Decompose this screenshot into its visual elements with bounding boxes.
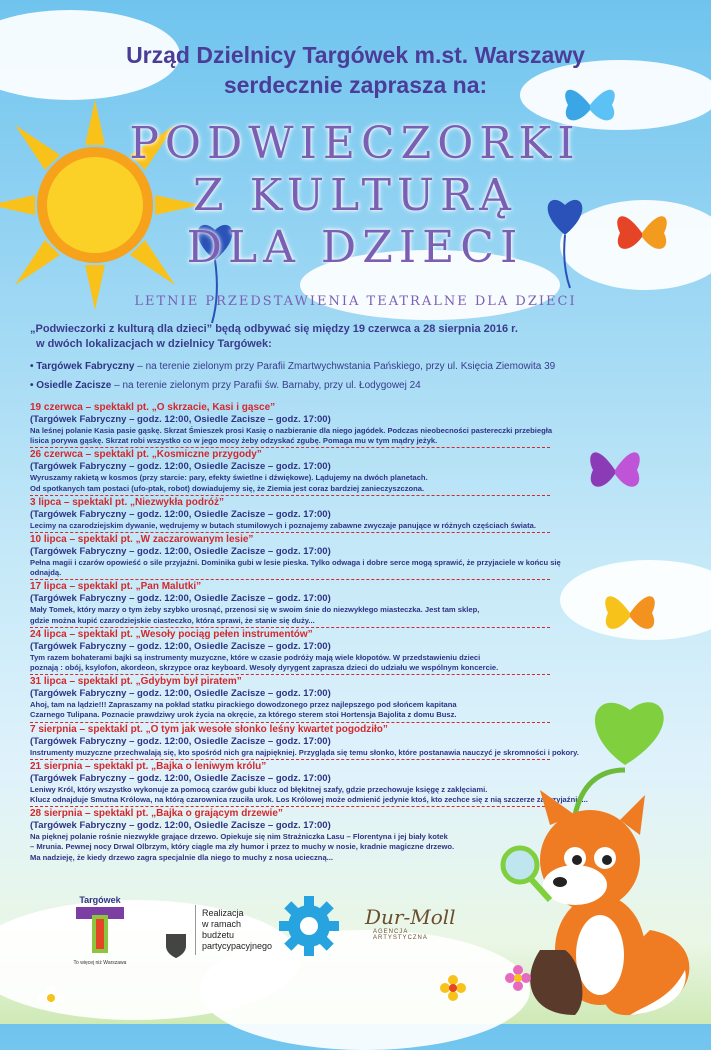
title-line3: DLA DZIECI (186, 222, 524, 273)
divider (30, 532, 550, 533)
event-title: 10 lipca – spektakl pt. „W zaczarowanym lesie” (30, 534, 254, 546)
butterfly-purple-icon (585, 440, 645, 500)
event-schedule: (Targówek Fabryczny – godz. 12:00, Osiedle Zacisze – godz. 17:00) (30, 546, 331, 558)
event-title: 17 lipca – spektakl pt. „Pan Malutki” (30, 581, 202, 593)
event-desc-line: Ahoj, tam na lądzie!!! Zapraszamy na pokład statku pirackiego dowodzonego przez najlepszego pod słońcem kapitana (30, 700, 457, 710)
divider (30, 579, 550, 580)
event-desc-line: Tym razem bohaterami bajki są instrumenty muzyczne, które w czasie podróży mają wiele kłopotów. W przedstawieniu dzieci (30, 652, 481, 662)
event-schedule: (Targówek Fabryczny – godz. 12:00, Osiedle Zacisze – godz. 17:00) (30, 414, 331, 425)
event-desc-line: Instrumenty muzyczne przechwalają się, kto spośród nich gra najpiękniej. Przygląda się temu słonko, które postanawia nauczyć je skromności i pokory. (30, 747, 579, 757)
event-schedule: (Targówek Fabryczny – godz. 12:00, Osiedle Zacisze – godz. 17:00) (30, 688, 331, 700)
event-item (30, 724, 590, 758)
event-desc-line: Ma nadzieję, że kiedy drzewo zagra specjalnie dla niego to muchy z nosa ucieczną... (30, 852, 333, 862)
event-schedule: (Targówek Fabryczny – godz. 12:00, Osiedle Zacisze – godz. 17:00) (30, 735, 331, 747)
butterfly-yellow-icon (600, 585, 660, 640)
event-desc-line: Klucz odnajduje Smutna Królowa, na którą czarownica rzuciła urok. Los Królowej może odmienić jedynie ktoś, kto zechce się z nią szczerze zaprzyjaźnić... (30, 795, 588, 805)
event-desc-line: gdzie można kupić czarodziejskie ciasteczko, która sprawi, że stanie się duży... (30, 615, 315, 625)
targowek-tagline: To więcej niż Warszawa (73, 960, 127, 966)
event-item (30, 402, 590, 446)
event-desc-line: – Mrunia. Pewnej nocy Drwal Olbrzym, który ciągle ma zły humor i przez to muchy w nosie, kradnie magiczne drzewo. (30, 842, 455, 852)
location-2 (30, 380, 680, 391)
header-line1: Urząd Dzielnicy Targówek m.st. Warszawy (126, 42, 585, 68)
event-schedule: (Targówek Fabryczny – godz. 12:00, Osiedle Zacisze – godz. 17:00) (30, 820, 331, 832)
budget-line: Realizacja (202, 908, 244, 918)
event-desc-line: Wyruszamy rakietą w kosmos (przy starcie: pary, efekty świetlne i dźwiękowe). Lądujemy na dwóch planetach. (30, 473, 428, 483)
targowek-logo-text: Targówek (79, 895, 121, 905)
title-line2: Z KULTURĄ (193, 170, 517, 221)
event-desc-line: Lecimy na czarodziejskim dywanie, wędrujemy w butach stumilowych i poznajemy zabawne zwyczaje panujące w różnych częściach świata. (30, 520, 537, 530)
flower-icon (38, 985, 64, 1011)
event-desc-line: poznają : obój, ksylofon, akordeon, skrzypce oraz keyboard. Wesoły dyrygent zaprasza dzieci do udziału we wspólnym koncercie. (30, 663, 499, 673)
butterfly-red-icon (612, 205, 672, 260)
divider-bar (195, 905, 196, 955)
gear-icon (278, 895, 340, 957)
intro-line1: „Podwieczorki z kulturą dla dzieci” będą odbywać się między 19 czerwca a 28 sierpnia 2016 r. (30, 323, 518, 335)
targowek-t-icon (70, 905, 130, 955)
event-desc-line: lisica porywa gąskę. Skrzat robi wszystko co w jego mocy żeby odzyskać zgubę. Pomaga mu w tym mądry jeżyk. (30, 436, 438, 446)
event-schedule: (Targówek Fabryczny – godz. 12:00, Osiedle Zacisze – godz. 17:00) (30, 772, 331, 784)
event-item (30, 449, 590, 493)
event-item (30, 497, 590, 531)
event-item (30, 629, 590, 673)
budget-text (202, 908, 272, 952)
event-schedule: (Targówek Fabryczny – godz. 12:00, Osiedle Zacisze – godz. 17:00) (30, 640, 331, 652)
location-2-name: • Osiedle Zacisze (30, 380, 112, 391)
targowek-logo (70, 895, 130, 975)
divider (30, 495, 550, 496)
intro-line2: w dwóch lokalizacjach w dzielnicy Targówek: (36, 338, 272, 350)
event-desc-line: Mały Tomek, który marzy o tym żeby szybko urosnąć, przenosi się w swoim śnie do niezwykłego miasteczka. Jest tam sklep, (30, 605, 480, 615)
event-desc-line: Na leśnej polanie Kasia pasie gąskę. Skrzat Śmieszek prosi Kasię o nazbieranie dla niego jagódek. Podczas nieobecności pastereczki przebiegła (30, 426, 553, 435)
budget-line: w ramach (202, 919, 242, 929)
event-desc-line: Od spotkanych tam postaci (ufo-ptak, robot) dowiadujemy się, że Ziemia jest coraz bardziej zanieczyszczona. (30, 483, 425, 493)
divider (30, 759, 550, 760)
divider (30, 674, 550, 675)
flower-icon (440, 975, 466, 1001)
event-title: 26 czerwca – spektakl pt. „Kosmiczne przygody” (30, 449, 262, 461)
event-item (30, 676, 590, 720)
crest-icon (162, 930, 190, 960)
header-line2: serdecznie zaprasza na: (223, 72, 488, 98)
location-1-detail: – na terenie zielonym przy Parafii Zmartwychwstania Pańskiego, przy ul. Księcia Ziemowita 39 (134, 361, 556, 372)
divider (30, 722, 550, 723)
event-item (30, 534, 590, 578)
agency-caption: AGENCJA ARTYSTYCZNA (373, 929, 428, 941)
event-title: 21 sierpnia – spektakl pt. „Bajka o leniwym królu” (30, 760, 267, 772)
event-desc-line: Leniwy Król, który wszystko wykonuje za pomocą czarów gubi klucz od błękitnej szafy, gdzie przechowuje księgę z zaklęciami. (30, 784, 488, 794)
location-1-name: • Targówek Fabryczny (30, 361, 135, 372)
event-item (30, 581, 590, 625)
event-desc-line: Pełna magii i czarów opowieść o sile przyjaźni. Dominika gubi w lesie pieska. Tylko odwaga i dobre serce mogą sprawić, że przyjaciele w końcu się odnajdą. (30, 558, 561, 578)
budget-line: budżetu (202, 930, 235, 940)
subtitle: LETNIE PRZEDSTAWIENIA TEATRALNE DLA DZIECI (134, 294, 577, 309)
location-1 (30, 361, 680, 372)
location-2-detail: – na terenie zielonym przy Parafii św. Barnaby, przy ul. Łodygowej 24 (111, 380, 421, 391)
agency-logo-text: Dur-Moll (365, 905, 456, 929)
budget-line: partycypacyjnego (202, 941, 273, 951)
title-line1: PODWIECZORKI (129, 118, 581, 169)
event-schedule: (Targówek Fabryczny – godz. 12:00, Osiedle Zacisze – godz. 17:00) (30, 461, 331, 473)
event-desc-line: Czarnego Tulipana. Poznacie prawdziwy urok życia na okręcie, za którego sterem stoi Hortensja Bajolita z domu Busz. (30, 710, 457, 720)
agency-logo (365, 905, 465, 941)
flower-icon (505, 965, 531, 991)
divider (30, 806, 550, 807)
event-desc-line: Na pięknej polanie rośnie niezwykłe grające drzewo. Opiekuje się nim Strażniczka Lasu – Florentyna i jej biały kotek (30, 832, 448, 842)
event-schedule: (Targówek Fabryczny – godz. 12:00, Osiedle Zacisze – godz. 17:00) (30, 508, 331, 520)
divider (30, 447, 550, 448)
event-title: 24 lipca – spektakl pt. „Wesoły pociąg pełen instrumentów” (30, 628, 313, 640)
event-title: 19 czerwca – spektakl pt. „O skrzacie, Kasi i gąsce” (30, 402, 276, 413)
divider (30, 627, 550, 628)
event-title: 28 sierpnia – spektakl pt. „Bajka o grającym drzewie” (30, 808, 283, 820)
event-title: 3 lipca – spektakl pt. „Niezwykła podróż” (30, 496, 224, 508)
event-schedule: (Targówek Fabryczny – godz. 12:00, Osiedle Zacisze – godz. 17:00) (30, 593, 331, 605)
event-title: 7 sierpnia – spektakl pt. „O tym jak wesołe słonko leśny kwartet pogodziło” (30, 723, 388, 735)
intro-text (30, 322, 670, 352)
event-title: 31 lipca – spektakl pt. „Gdybym był piratem” (30, 676, 242, 688)
